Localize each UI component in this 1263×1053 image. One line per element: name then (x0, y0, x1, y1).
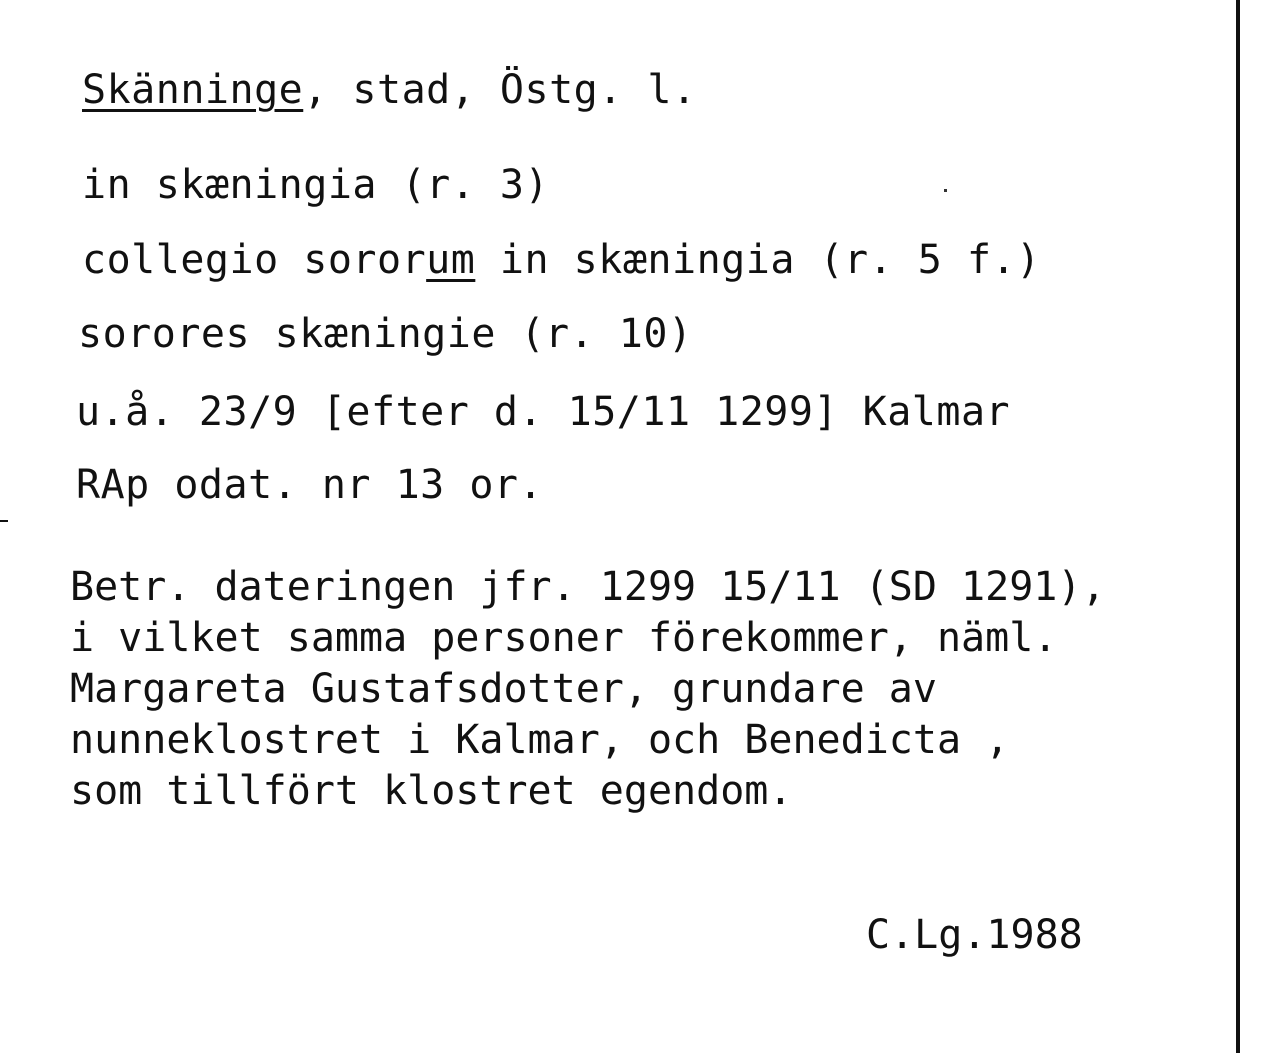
citation-line-2: collegio sororum in skæningia (r. 5 f.) (82, 237, 1041, 283)
note-line: i vilket samma personer förekommer, näml. (70, 615, 1058, 661)
citation-line-3: sorores skæningie (r. 10) (78, 311, 693, 357)
place-name: Skänninge (82, 67, 304, 113)
citation-line-1: in skæningia (r. 3) (82, 162, 550, 208)
signature: C.Lg.1988 (866, 912, 1083, 958)
card-heading (82, 67, 697, 113)
place-description: , stad, Östg. l. (303, 67, 697, 113)
date-line: u.å. 23/9 [efter d. 15/11 1299] Kalmar (76, 389, 1011, 435)
dating-note (70, 562, 1230, 817)
underlined-ending: um (426, 237, 476, 283)
note-line: Betr. dateringen jfr. 1299 15/11 (SD 1291), (70, 564, 1106, 610)
ink-speck (944, 189, 947, 192)
note-line: Margareta Gustafsdotter, grundare av (70, 666, 937, 712)
source-line: RAp odat. nr 13 or. (76, 462, 544, 508)
card-edge-line (1236, 0, 1240, 1053)
margin-tick (0, 520, 8, 522)
note-line: nunneklostret i Kalmar, och Benedicta , (70, 717, 1010, 763)
note-line: som tillfört klostret egendom. (70, 768, 793, 814)
